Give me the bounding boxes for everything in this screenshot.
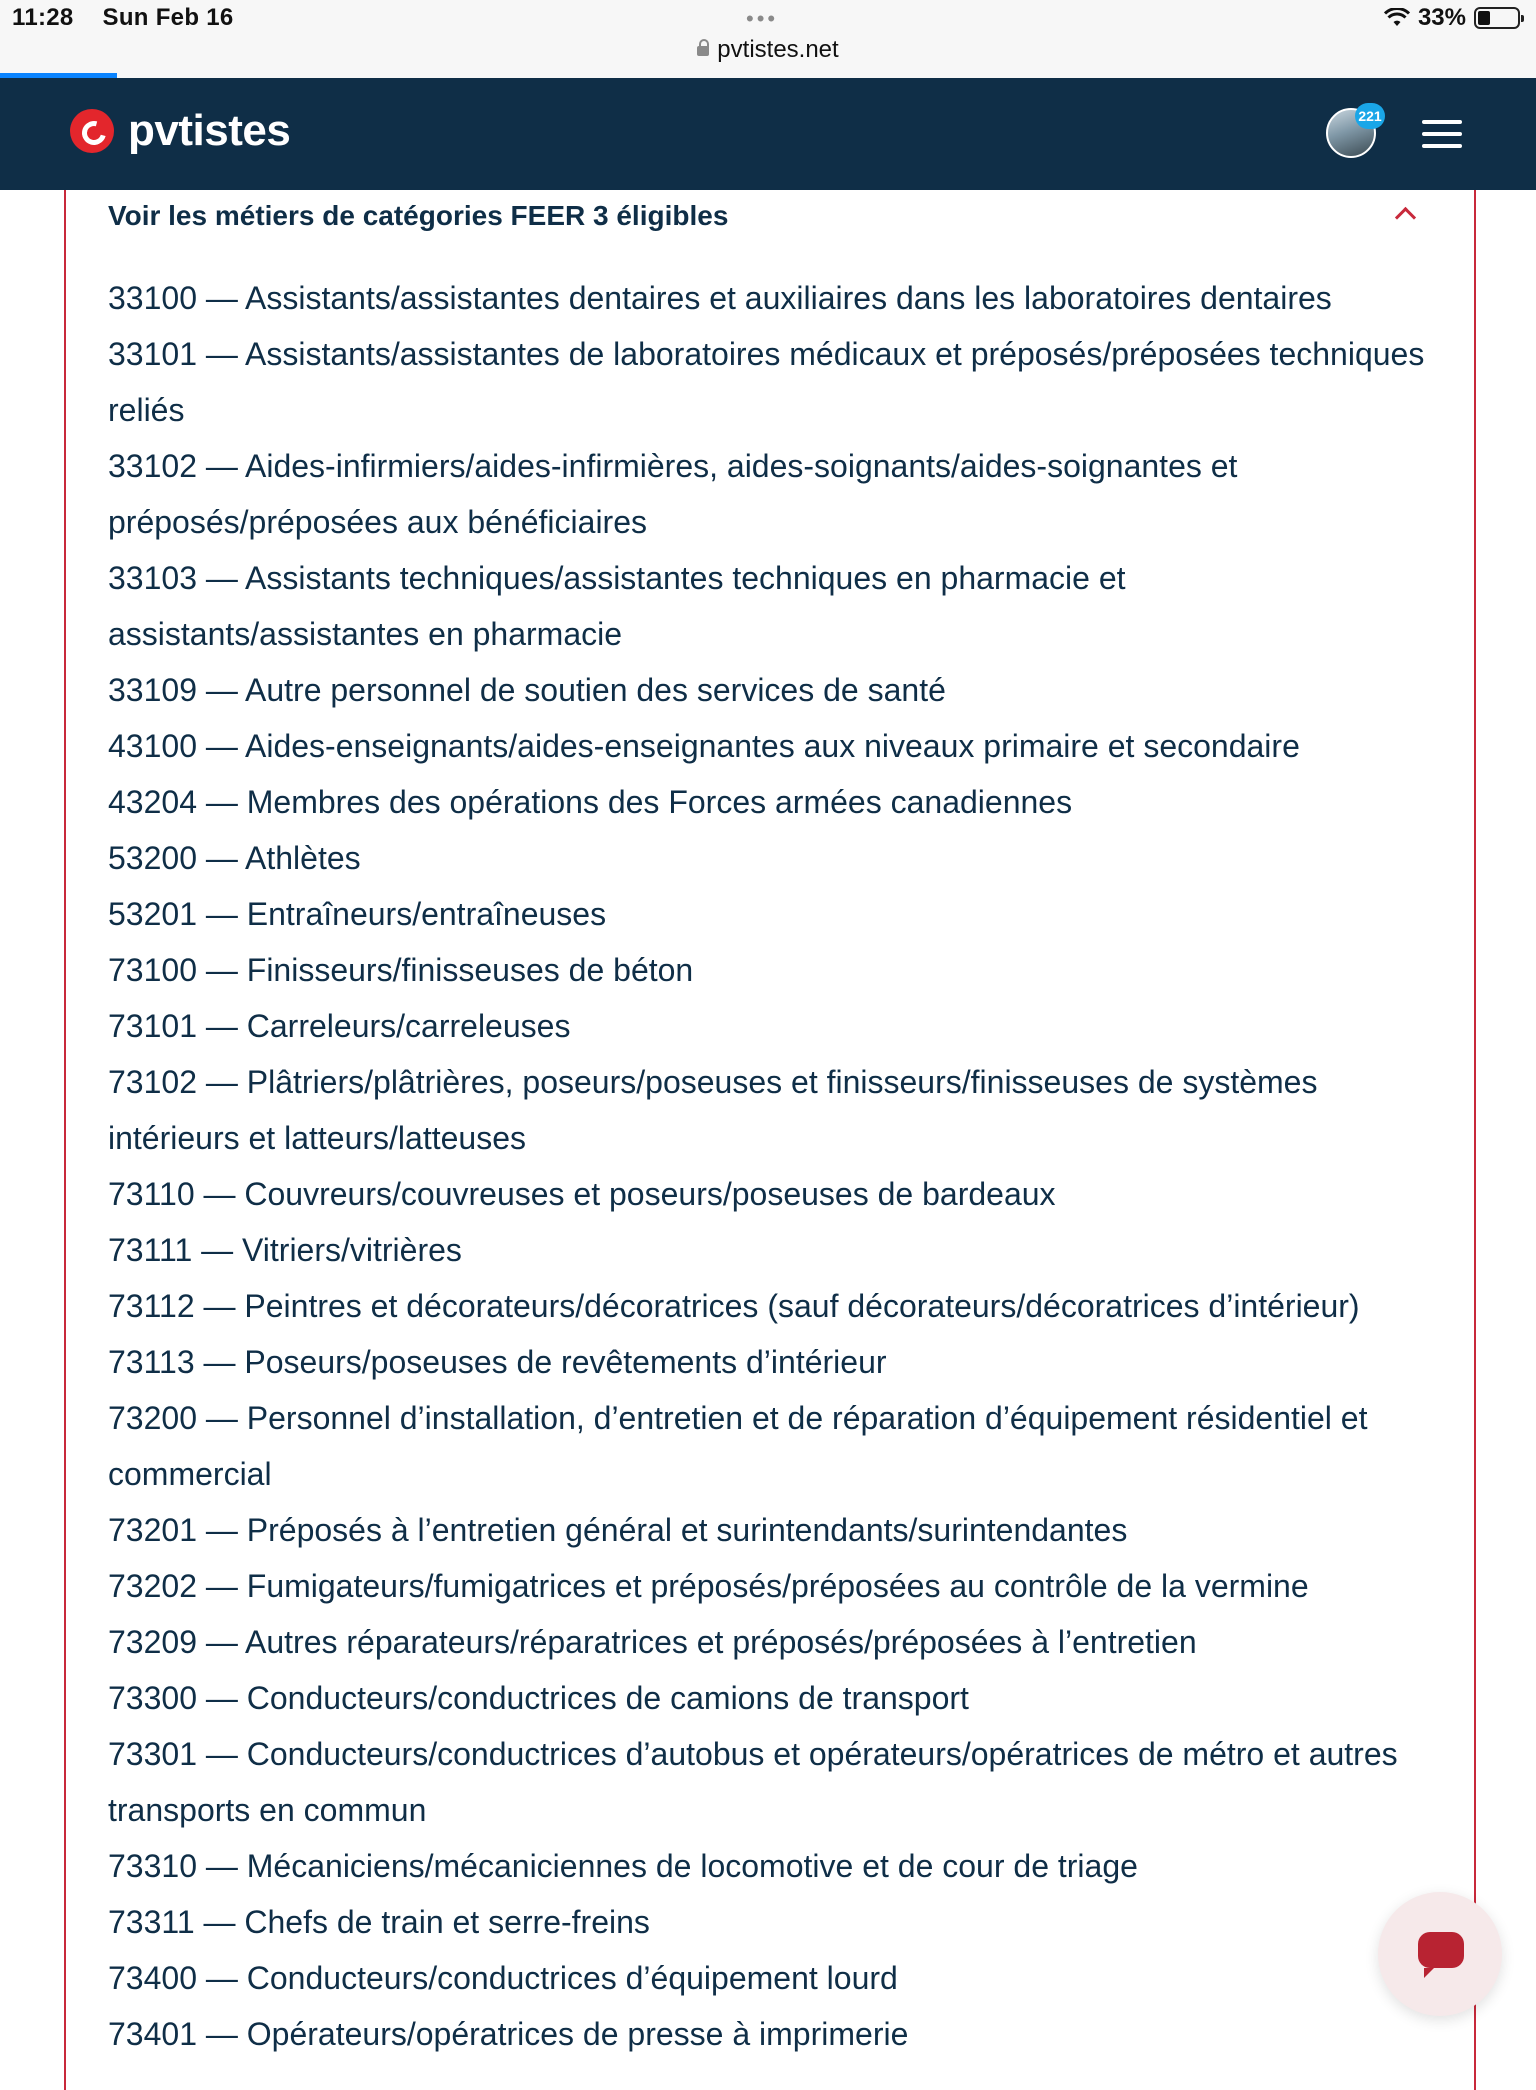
battery-percent: 33%: [1417, 4, 1466, 31]
occupation-item: 73113 — Poseurs/poseuses de revêtements d’intérieur: [108, 1344, 887, 1380]
status-time: 11:28: [12, 4, 74, 31]
occupation-item: 73202 — Fumigateurs/fumigatrices et préposés/préposées au contrôle de la vermine: [108, 1568, 1309, 1604]
occupation-item: 73110 — Couvreurs/couvreuses et poseurs/poseuses de bardeaux: [108, 1176, 1056, 1212]
notification-badge[interactable]: 221: [1355, 103, 1385, 129]
status-date: Sun Feb 16: [102, 4, 234, 31]
occupation-item: 73111 — Vitriers/vitrières: [108, 1232, 462, 1268]
occupation-item: 33101 — Assistants/assistantes de laboratoires médicaux et préposés/préposées techniques reliés: [108, 336, 1425, 428]
occupation-item: 43100 — Aides-enseignants/aides-enseignantes aux niveaux primaire et secondaire: [108, 728, 1300, 764]
occupation-item: 73100 — Finisseurs/finisseuses de béton: [108, 952, 694, 988]
occupation-item: 53201 — Entraîneurs/entraîneuses: [108, 896, 607, 932]
battery-icon: [1474, 7, 1520, 29]
occupation-item: 73311 — Chefs de train et serre-freins: [108, 1904, 650, 1940]
url-text[interactable]: pvtistes.net: [717, 36, 839, 63]
occupation-item: 43204 — Membres des opérations des Forces armées canadiennes: [108, 784, 1073, 820]
occupation-item: 33102 — Aides-infirmiers/aides-infirmières, aides-soignants/aides-soignantes et préposés/préposées aux bénéficiaires: [108, 448, 1238, 540]
hamburger-menu-icon[interactable]: [1422, 120, 1462, 148]
pin-logo-icon: [70, 109, 114, 153]
accordion-title[interactable]: Voir les métiers de catégories FEER 3 éligibles: [108, 200, 729, 231]
wifi-icon: [1384, 8, 1410, 28]
chat-button[interactable]: [1378, 1892, 1502, 2016]
occupation-list: [108, 270, 1438, 2062]
occupation-item: 33109 — Autre personnel de soutien des services de santé: [108, 672, 946, 708]
multitasking-dots-icon[interactable]: •••: [746, 6, 779, 31]
occupation-item: 73201 — Préposés à l’entretien général et surintendants/surintendantes: [108, 1512, 1128, 1548]
address-bar[interactable]: [0, 36, 1536, 64]
occupation-item: 73101 — Carreleurs/carreleuses: [108, 1008, 571, 1044]
occupation-item: 73301 — Conducteurs/conductrices d’autobus et opérateurs/opératrices de métro et autres transports en commun: [108, 1736, 1398, 1828]
occupation-item: 73400 — Conducteurs/conductrices d’équipement lourd: [108, 1960, 898, 1996]
occupation-item: 53200 — Athlètes: [108, 840, 361, 876]
occupation-item: 33103 — Assistants techniques/assistantes techniques en pharmacie et assistants/assistantes en pharmacie: [108, 560, 1126, 652]
occupation-item: 73112 — Peintres et décorateurs/décoratrices (sauf décorateurs/décoratrices d’intérieur): [108, 1288, 1360, 1324]
occupation-item: 73300 — Conducteurs/conductrices de camions de transport: [108, 1680, 969, 1716]
status-time-date: [12, 4, 256, 32]
feer-accordion-panel: [64, 190, 1476, 2090]
status-bar: [0, 0, 1536, 78]
occupation-item: 73310 — Mécaniciens/mécaniciennes de locomotive et de cour de triage: [108, 1848, 1138, 1884]
site-logo[interactable]: [70, 106, 290, 156]
occupation-item: 73200 — Personnel d’installation, d’entretien et de réparation d’équipement résidentiel et commercial: [108, 1400, 1368, 1492]
status-indicators: [1384, 4, 1520, 32]
occupation-item: 73209 — Autres réparateurs/réparatrices et préposés/préposées à l’entretien: [108, 1624, 1197, 1660]
lock-icon: [697, 46, 709, 56]
occupation-item: 73401 — Opérateurs/opératrices de presse à imprimerie: [108, 2016, 909, 2052]
battery-level: [1478, 11, 1490, 25]
site-header: [0, 78, 1536, 190]
logo-text: pvtistes: [128, 106, 291, 155]
occupation-item: 33100 — Assistants/assistantes dentaires et auxiliaires dans les laboratoires dentaires: [108, 280, 1332, 316]
occupation-item: 73102 — Plâtriers/plâtrières, poseurs/poseuses et finisseurs/finisseuses de systèmes intérieurs et latteurs/latteuses: [108, 1064, 1318, 1156]
chevron-up-icon[interactable]: [1395, 207, 1416, 228]
chat-bubble-icon: [1418, 1932, 1464, 1968]
